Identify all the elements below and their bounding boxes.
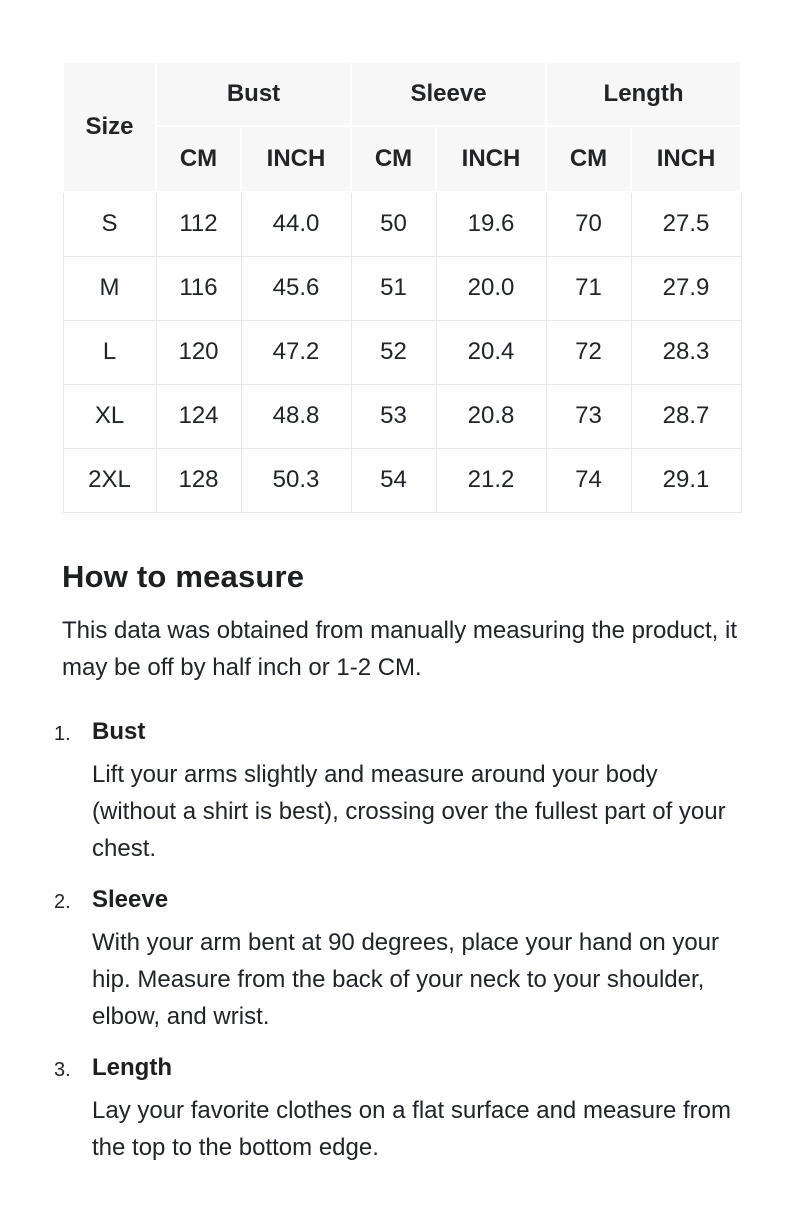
cell-value: 70 [546,192,631,256]
list-item-description: Lift your arms slightly and measure around your body (without a shirt is best), crossing over the fullest part of your chest. [92,760,726,862]
cell-value: 20.0 [436,256,546,320]
list-item-number: 3. [54,1058,71,1081]
cell-value: 27.5 [631,192,741,256]
list-item-sleeve [54,886,740,1035]
cell-value: 128 [156,448,241,512]
list-item-term: Sleeve [92,885,169,913]
list-item-number: 1. [54,722,71,745]
cell-value: 48.8 [241,384,351,448]
table-row-2xl [63,448,741,512]
col-header-length-inch: INCH [631,126,741,192]
table-row-s [63,192,741,256]
list-item-number: 2. [54,890,71,913]
col-header-size: Size [63,62,156,192]
list-item-description: Lay your favorite clothes on a flat surface and measure from the top to the bottom edge. [92,1096,731,1161]
list-item-length [54,1054,740,1166]
col-header-length-cm: CM [546,126,631,192]
cell-value: 21.2 [436,448,546,512]
col-header-sleeve-cm: CM [351,126,436,192]
cell-value: 74 [546,448,631,512]
cell-value: 20.8 [436,384,546,448]
cell-value: 19.6 [436,192,546,256]
size-label: S [63,192,156,256]
cell-value: 53 [351,384,436,448]
cell-value: 112 [156,192,241,256]
cell-value: 45.6 [241,256,351,320]
table-row-m [63,256,741,320]
cell-value: 51 [351,256,436,320]
how-to-measure-title: How to measure [62,558,305,594]
size-label: XL [63,384,156,448]
cell-value: 28.3 [631,320,741,384]
list-item-term: Bust [92,717,146,745]
measure-steps-list [54,717,740,1166]
size-label: M [63,256,156,320]
cell-value: 29.1 [631,448,741,512]
list-item-body [92,1054,740,1166]
cell-value: 50 [351,192,436,256]
how-to-measure-intro: This data was obtained from manually measuring the product, it may be off by half inch or 1-2 CM. [62,616,738,681]
col-group-length: Length [546,62,741,126]
cell-value: 52 [351,320,436,384]
list-item-body [92,718,740,867]
cell-value: 27.9 [631,256,741,320]
cell-value: 120 [156,320,241,384]
size-label: 2XL [63,448,156,512]
col-header-bust-cm: CM [156,126,241,192]
col-group-bust: Bust [156,62,351,126]
cell-value: 116 [156,256,241,320]
cell-value: 72 [546,320,631,384]
col-group-sleeve: Sleeve [351,62,546,126]
list-item-term: Length [92,1053,172,1081]
cell-value: 20.4 [436,320,546,384]
list-item-description: With your arm bent at 90 degrees, place your hand on your hip. Measure from the back of your neck to your shoulder, elbow, and wrist. [92,928,720,1030]
cell-value: 124 [156,384,241,448]
cell-value: 54 [351,448,436,512]
cell-value: 28.7 [631,384,741,448]
list-item-body [92,886,740,1035]
cell-value: 50.3 [241,448,351,512]
cell-value: 73 [546,384,631,448]
cell-value: 71 [546,256,631,320]
size-label: L [63,320,156,384]
list-item-bust [54,718,740,867]
table-row-xl [63,384,741,448]
cell-value: 47.2 [241,320,351,384]
size-chart-table [62,61,742,513]
cell-value: 44.0 [241,192,351,256]
col-header-bust-inch: INCH [241,126,351,192]
table-row-l [63,320,741,384]
col-header-sleeve-inch: INCH [436,126,546,192]
